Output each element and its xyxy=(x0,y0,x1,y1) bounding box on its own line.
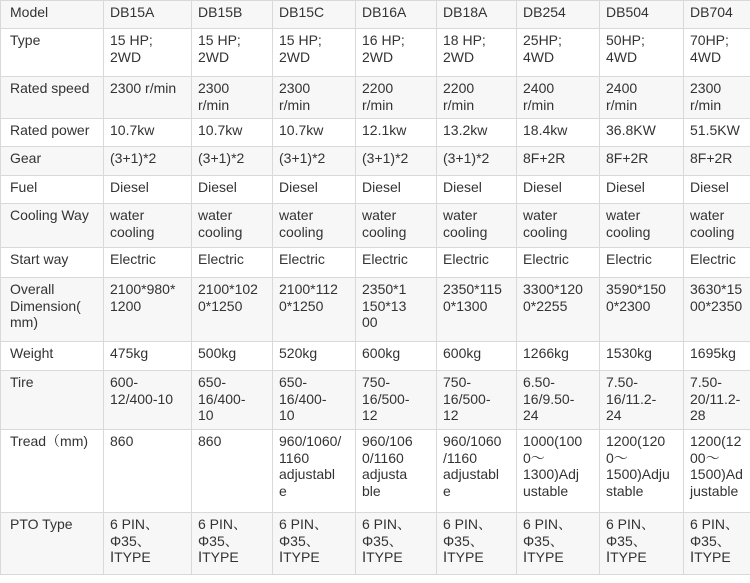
table-cell: DB15A xyxy=(104,1,192,29)
table-cell: 750- 16/500- 12 xyxy=(437,371,517,430)
table-cell: 2100*980* 1200 xyxy=(104,278,192,342)
table-row xyxy=(1,371,750,430)
table-cell: (3+1)*2 xyxy=(273,147,356,176)
table-cell: 6 PIN、 Φ35、 ⅠTYPE xyxy=(600,513,684,575)
table-cell: 3630*15 00*2350 xyxy=(684,278,750,342)
table-cell: (3+1)*2 xyxy=(192,147,273,176)
table-cell: water cooling xyxy=(684,204,750,248)
table-cell: 860 xyxy=(192,430,273,513)
table-cell: Electric xyxy=(356,248,437,278)
table-cell: 51.5KW xyxy=(684,119,750,147)
table-cell: 25HP; 4WD xyxy=(517,29,600,77)
table-cell: 36.8KW xyxy=(600,119,684,147)
table-cell: water cooling xyxy=(104,204,192,248)
table-row xyxy=(1,248,750,278)
table-cell: 500kg xyxy=(192,342,273,371)
row-label: Start way xyxy=(1,248,104,278)
table-cell: Diesel xyxy=(517,176,600,204)
table-cell: 6 PIN、 Φ35、 ⅠTYPE xyxy=(192,513,273,575)
table-cell: Diesel xyxy=(104,176,192,204)
table-cell: 6 PIN、 Φ35、 ⅠTYPE xyxy=(684,513,750,575)
table-cell: DB15B xyxy=(192,1,273,29)
table-cell: 15 HP; 2WD xyxy=(104,29,192,77)
row-label: Cooling Way xyxy=(1,204,104,248)
table-cell: 600kg xyxy=(356,342,437,371)
table-cell: 1530kg xyxy=(600,342,684,371)
table-cell: (3+1)*2 xyxy=(104,147,192,176)
table-cell: DB254 xyxy=(517,1,600,29)
row-label: PTO Type xyxy=(1,513,104,575)
table-row xyxy=(1,1,750,29)
table-cell: (3+1)*2 xyxy=(356,147,437,176)
table-row xyxy=(1,119,750,147)
table-cell: 13.2kw xyxy=(437,119,517,147)
table-row xyxy=(1,147,750,176)
table-cell: Diesel xyxy=(684,176,750,204)
table-cell: Electric xyxy=(517,248,600,278)
row-label: Model xyxy=(1,1,104,29)
table-row xyxy=(1,176,750,204)
table-cell: 2100*112 0*1250 xyxy=(273,278,356,342)
table-row xyxy=(1,430,750,513)
table-row xyxy=(1,77,750,119)
table-cell: 520kg xyxy=(273,342,356,371)
table-cell: 50HP; 4WD xyxy=(600,29,684,77)
table-cell: Electric xyxy=(437,248,517,278)
row-label: Weight xyxy=(1,342,104,371)
table-cell: 1266kg xyxy=(517,342,600,371)
table-row xyxy=(1,342,750,371)
row-label: Tread（mm) xyxy=(1,430,104,513)
table-cell: 18 HP; 2WD xyxy=(437,29,517,77)
table-row xyxy=(1,29,750,77)
row-label: Overall Dimension( mm) xyxy=(1,278,104,342)
table-cell: Electric xyxy=(104,248,192,278)
table-cell: 2350*1 150*13 00 xyxy=(356,278,437,342)
table-cell: 600- 12/400-10 xyxy=(104,371,192,430)
row-label: Gear xyxy=(1,147,104,176)
table-cell: DB16A xyxy=(356,1,437,29)
table-cell: 10.7kw xyxy=(104,119,192,147)
table-cell: 2300 r/min xyxy=(684,77,750,119)
table-cell: 2100*102 0*1250 xyxy=(192,278,273,342)
table-cell: 8F+2R xyxy=(684,147,750,176)
table-cell: (3+1)*2 xyxy=(437,147,517,176)
table-cell: Diesel xyxy=(356,176,437,204)
table-cell: water cooling xyxy=(192,204,273,248)
table-cell: 70HP; 4WD xyxy=(684,29,750,77)
table-cell: 6.50- 16/9.50- 24 xyxy=(517,371,600,430)
table-cell: 3300*120 0*2255 xyxy=(517,278,600,342)
table-cell: 6 PIN、 Φ35、 ⅠTYPE xyxy=(517,513,600,575)
table-cell: 3590*150 0*2300 xyxy=(600,278,684,342)
table-cell: 18.4kw xyxy=(517,119,600,147)
table-cell: DB504 xyxy=(600,1,684,29)
row-label: Rated speed xyxy=(1,77,104,119)
table-cell: 2400 r/min xyxy=(517,77,600,119)
table-cell: 600kg xyxy=(437,342,517,371)
table-cell: 10.7kw xyxy=(273,119,356,147)
table-cell: 475kg xyxy=(104,342,192,371)
table-row xyxy=(1,204,750,248)
table-cell: water cooling xyxy=(273,204,356,248)
table-cell: 2300 r/min xyxy=(273,77,356,119)
table-cell: water cooling xyxy=(600,204,684,248)
table-cell: 15 HP; 2WD xyxy=(273,29,356,77)
table-cell: 650- 16/400- 10 xyxy=(192,371,273,430)
table-cell: DB15C xyxy=(273,1,356,29)
table-row xyxy=(1,513,750,575)
table-cell: 12.1kw xyxy=(356,119,437,147)
row-label: Rated power xyxy=(1,119,104,147)
table-cell: 960/106 0/1160 adjusta ble xyxy=(356,430,437,513)
spec-table-body xyxy=(1,1,750,575)
table-cell: 1200(12 00～ 1500)Ad justable xyxy=(684,430,750,513)
table-cell: 6 PIN、 Φ35、 ⅠTYPE xyxy=(273,513,356,575)
table-cell: 6 PIN、 Φ35、 ⅠTYPE xyxy=(437,513,517,575)
table-cell: Diesel xyxy=(600,176,684,204)
table-cell: 7.50- 16/11.2- 24 xyxy=(600,371,684,430)
table-cell: DB18A xyxy=(437,1,517,29)
table-cell: 1200(120 0～ 1500)Adju stable xyxy=(600,430,684,513)
row-label: Fuel xyxy=(1,176,104,204)
row-label: Tire xyxy=(1,371,104,430)
table-cell: Electric xyxy=(600,248,684,278)
table-cell: DB704 xyxy=(684,1,750,29)
table-cell: 7.50- 20/11.2- 28 xyxy=(684,371,750,430)
table-cell: Electric xyxy=(273,248,356,278)
table-cell: 6 PIN、 Φ35、 ⅠTYPE xyxy=(104,513,192,575)
table-cell: water cooling xyxy=(517,204,600,248)
table-cell: Diesel xyxy=(273,176,356,204)
table-cell: Electric xyxy=(192,248,273,278)
table-cell: 1000(100 0～ 1300)Adj ustable xyxy=(517,430,600,513)
table-cell: 16 HP; 2WD xyxy=(356,29,437,77)
table-cell: 8F+2R xyxy=(600,147,684,176)
table-cell: 2300 r/min xyxy=(192,77,273,119)
table-cell: 750- 16/500- 12 xyxy=(356,371,437,430)
table-cell: 2400 r/min xyxy=(600,77,684,119)
table-cell: 2200 r/min xyxy=(356,77,437,119)
table-cell: 15 HP; 2WD xyxy=(192,29,273,77)
table-cell: 8F+2R xyxy=(517,147,600,176)
table-cell: 860 xyxy=(104,430,192,513)
table-cell: 6 PIN、 Φ35、 ⅠTYPE xyxy=(356,513,437,575)
table-cell: 1695kg xyxy=(684,342,750,371)
table-row xyxy=(1,278,750,342)
table-cell: 2300 r/min xyxy=(104,77,192,119)
table-cell: Diesel xyxy=(192,176,273,204)
table-cell: water cooling xyxy=(437,204,517,248)
table-cell: 2200 r/min xyxy=(437,77,517,119)
table-cell: Electric xyxy=(684,248,750,278)
table-cell: 10.7kw xyxy=(192,119,273,147)
row-label: Type xyxy=(1,29,104,77)
table-cell: 960/1060/ 1160 adjustabl e xyxy=(273,430,356,513)
table-cell: 650- 16/400- 10 xyxy=(273,371,356,430)
table-cell: 960/1060 /1160 adjustabl e xyxy=(437,430,517,513)
table-cell: water cooling xyxy=(356,204,437,248)
table-cell: Diesel xyxy=(437,176,517,204)
table-cell: 2350*115 0*1300 xyxy=(437,278,517,342)
